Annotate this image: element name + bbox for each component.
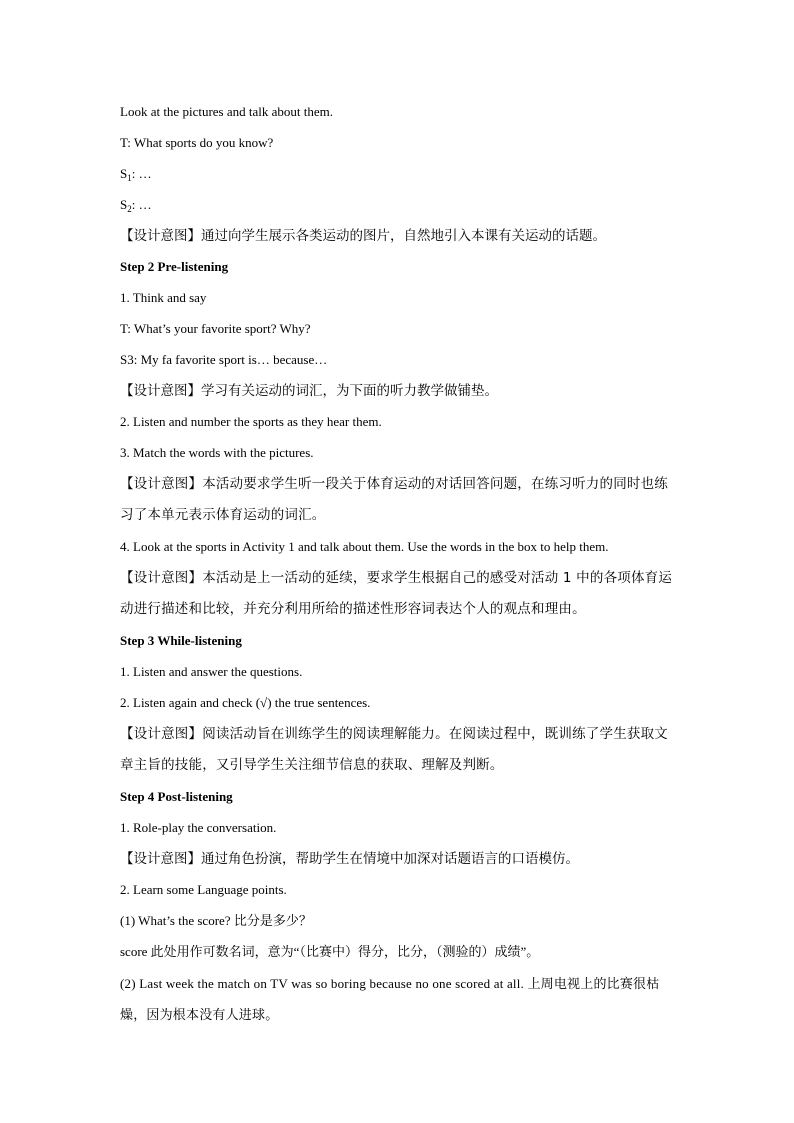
step-4-item-2: 2. Learn some Language points. bbox=[120, 882, 287, 897]
answer-text: : … bbox=[131, 166, 152, 181]
design-intent-6: 【设计意图】通过角色扮演，帮助学生在情境中加深对话题语言的口语模仿。 bbox=[120, 851, 579, 867]
speaker-label: S bbox=[120, 197, 128, 212]
teacher-question: T: What sports do you know? bbox=[120, 135, 274, 150]
step-3-item-2: 2. Listen again and check (√) the true sentences. bbox=[120, 695, 371, 710]
step-3-heading: Step 3 While-listening bbox=[120, 633, 242, 648]
speaker-subscript: 2 bbox=[127, 204, 132, 214]
step-4-heading: Step 4 Post-listening bbox=[120, 789, 233, 804]
step-2-item-1: 1. Think and say bbox=[120, 290, 207, 305]
step-3-item-1: 1. Listen and answer the questions. bbox=[120, 664, 303, 679]
document-body bbox=[120, 102, 680, 1036]
step-2-heading: Step 2 Pre-listening bbox=[120, 259, 229, 274]
design-intent-2: 【设计意图】学习有关运动的词汇，为下面的听力教学做铺垫。 bbox=[120, 383, 498, 399]
intro-instruction: Look at the pictures and talk about them. bbox=[120, 104, 333, 119]
step-2-item-2: 2. Listen and number the sports as they hear them. bbox=[120, 414, 382, 429]
step-4-item-1: 1. Role-play the conversation. bbox=[120, 820, 277, 835]
step-2-item-4: 4. Look at the sports in Activity 1 and talk about them. Use the words in the box to help them. bbox=[120, 539, 609, 554]
language-point-1-explanation: score 此处用作可数名词，意为“（比赛中）得分，比分，（测验的）成绩”。 bbox=[120, 944, 540, 959]
design-intent-3: 【设计意图】本活动要求学生听一段关于体育运动的对话回答问题，在练习听力的同时也练习了本单元表示体育运动的词汇。 bbox=[120, 476, 668, 523]
design-intent-1: 【设计意图】通过向学生展示各类运动的图片，自然地引入本课有关运动的话题。 bbox=[120, 228, 606, 244]
student-1-answer bbox=[120, 164, 680, 184]
language-point-1: (1) What’s the score? 比分是多少？ bbox=[120, 913, 312, 928]
student-2-answer bbox=[120, 195, 680, 215]
teacher-question-2: T: What’s your favorite sport? Why? bbox=[120, 321, 311, 336]
step-2-item-3: 3. Match the words with the pictures. bbox=[120, 445, 314, 460]
student-3-answer: S3: My fa favorite sport is… because… bbox=[120, 352, 328, 367]
language-point-2: (2) Last week the match on TV was so boring because no one scored at all. 上周电视上的比赛很枯燥，因为根本没有人进球。 bbox=[120, 976, 660, 1022]
design-intent-4: 【设计意图】本活动是上一活动的延续，要求学生根据自己的感受对活动 1 中的各项体育运动进行描述和比较，并充分利用所给的描述性形容词表达个人的观点和理由。 bbox=[120, 570, 673, 617]
answer-text: : … bbox=[131, 197, 152, 212]
design-intent-5: 【设计意图】阅读活动旨在训练学生的阅读理解能力。在阅读过程中，既训练了学生获取文章主旨的技能，又引导学生关注细节信息的获取、理解及判断。 bbox=[120, 726, 668, 773]
speaker-subscript: 1 bbox=[127, 173, 132, 183]
speaker-label: S bbox=[120, 166, 128, 181]
